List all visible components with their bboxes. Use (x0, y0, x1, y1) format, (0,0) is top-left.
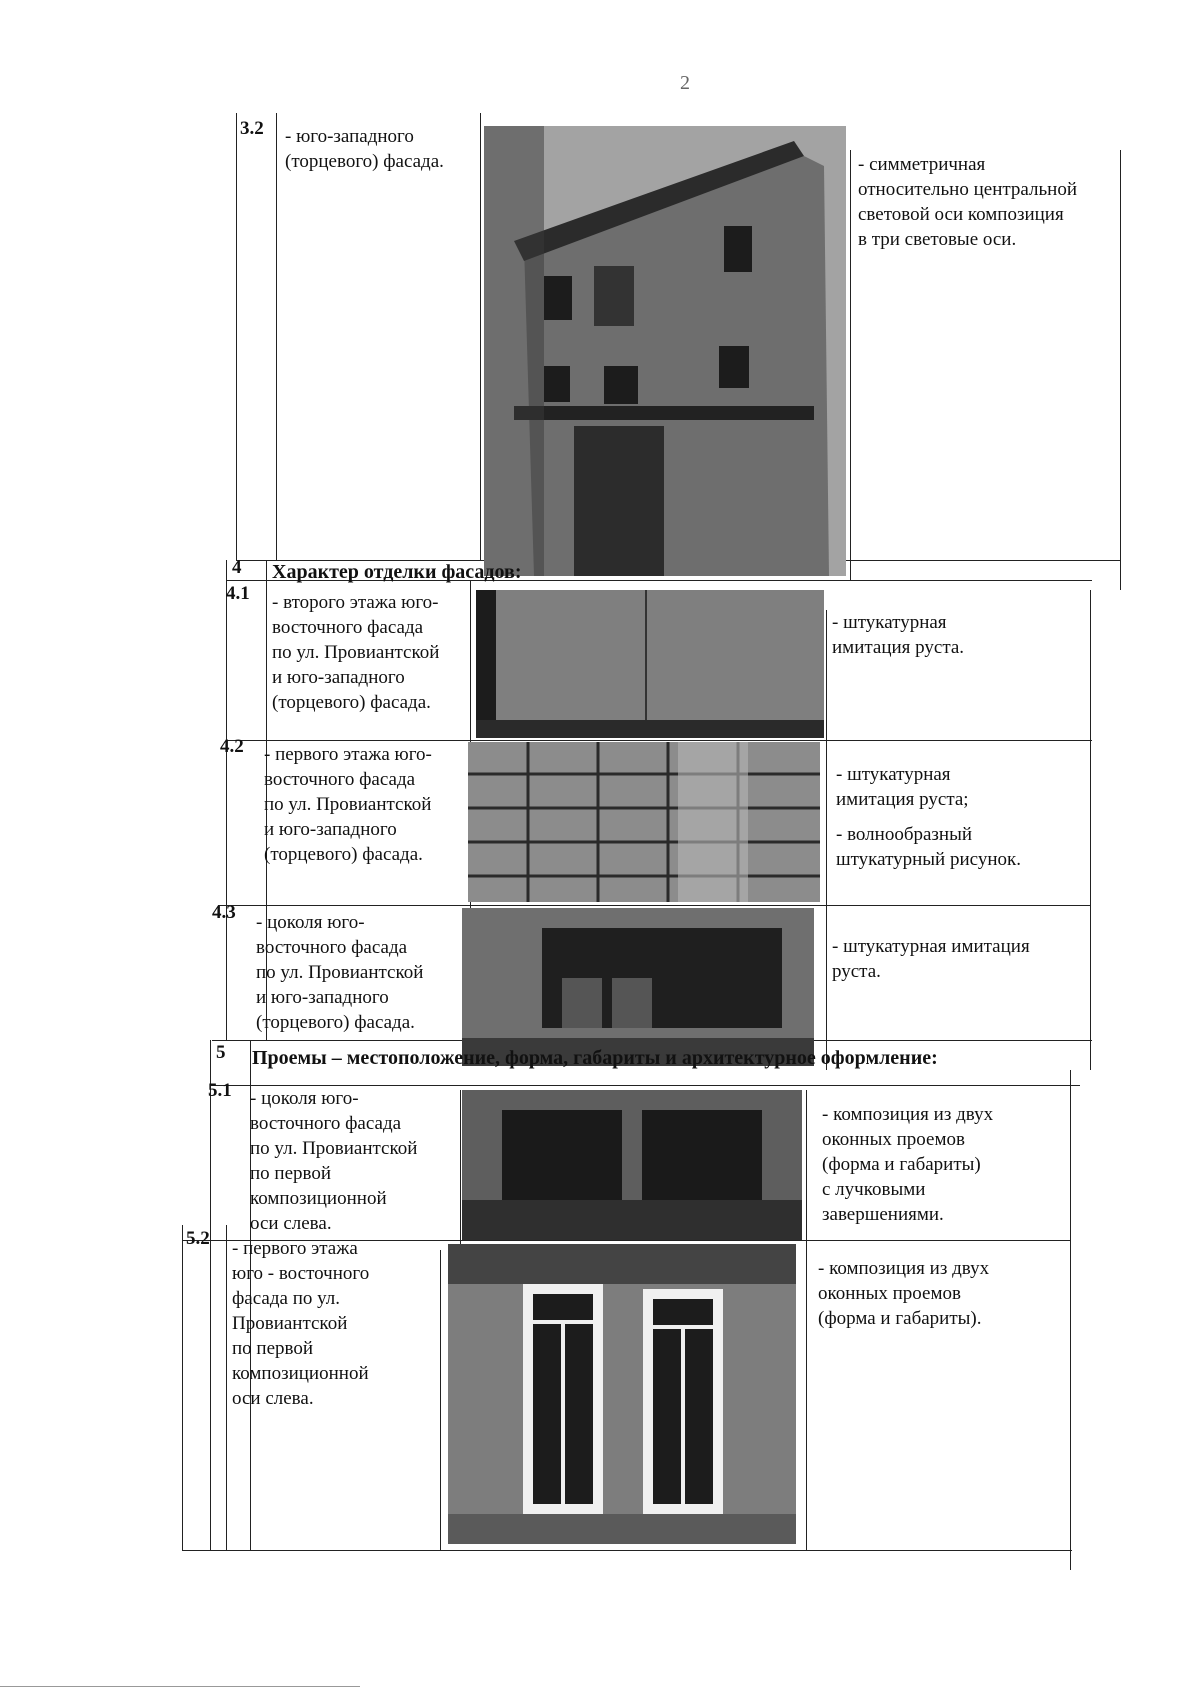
row-remark-4-2-b: - волнообразный штукатурный рисунок. (836, 824, 1021, 870)
photo-plinth-finish (462, 908, 814, 1066)
row-description-4-3: - цоколя юго- восточного фасада по ул. Провиантской и юго-западного (торцевого) фасада. (256, 912, 424, 1033)
row-number-5: 5 (216, 1042, 226, 1063)
row-number-3-2: 3.2 (240, 118, 264, 139)
photo-first-floor-windows (448, 1244, 796, 1544)
photo-southwest-facade (484, 126, 846, 576)
section-title-5: Проемы – местоположение, форма, габариты и архитектурное оформление: (252, 1047, 938, 1069)
row-description-3-2: - юго-западного (торцевого) фасада. (285, 126, 444, 172)
row-remark-4-3: - штукатурная имитация руста. (832, 936, 1030, 982)
row-remark-3-2: - симметричная относительно центральной световой оси композиция в три световые оси. (858, 154, 1077, 250)
row-description-5-2: - первого этажа юго - восточного фасада по ул. Провиантской по первой композиционной оси слева. (232, 1238, 370, 1409)
section-title-4: Характер отделки фасадов: (272, 561, 522, 583)
page-number: 2 (680, 72, 690, 94)
row-number-5-1: 5.1 (208, 1080, 232, 1101)
photo-first-floor-finish (468, 742, 820, 902)
row-remark-5-2: - композиция из двух оконных проемов (форма и габариты). (818, 1258, 990, 1329)
photo-plinth-openings (462, 1090, 802, 1240)
row-number-5-2: 5.2 (186, 1228, 210, 1249)
photo-second-floor-finish (476, 590, 824, 738)
row-description-4-1: - второго этажа юго- восточного фасада по ул. Провиантской и юго-западного (торцевого) фасада. (272, 592, 440, 713)
row-remark-4-2: - штукатурная имитация руста; (836, 764, 969, 810)
bottom-scan-line (0, 1686, 360, 1687)
row-number-4: 4 (232, 557, 242, 578)
row-description-4-2: - первого этажа юго- восточного фасада по ул. Провиантской и юго-западного (торцевого) фасада. (264, 744, 432, 865)
row-remark-4-1: - штукатурная имитация руста. (832, 612, 965, 658)
row-description-5-1: - цоколя юго- восточного фасада по ул. Провиантской по первой композиционной оси слева. (250, 1088, 418, 1234)
row-remark-5-1: - композиция из двух оконных проемов (форма и габариты) с лучковыми завершениями. (822, 1104, 994, 1225)
row-number-4-1: 4.1 (226, 583, 250, 604)
row-number-4-3: 4.3 (212, 902, 236, 923)
row-number-4-2: 4.2 (220, 736, 244, 757)
